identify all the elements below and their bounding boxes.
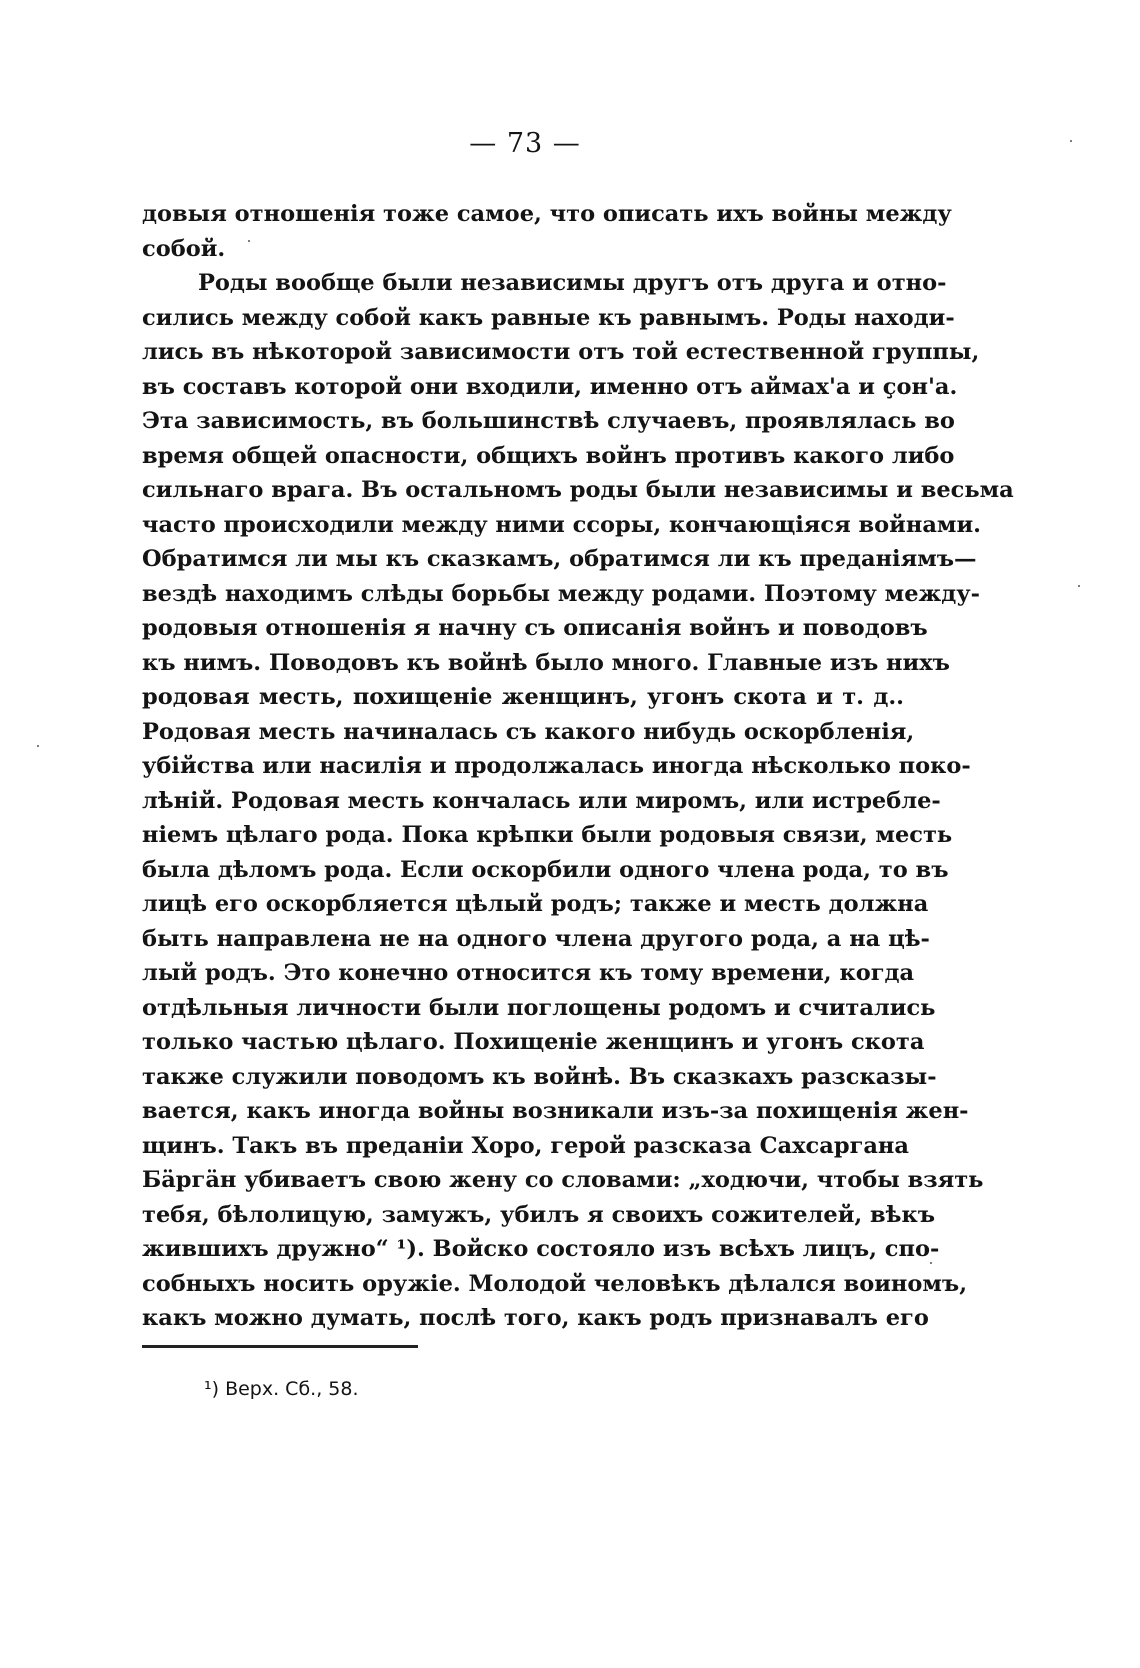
footnote-text: Верх. Сб., 58.: [225, 1378, 359, 1400]
text-line: лѣнiй. Родовая месть кончалась или миромъ, или истребле-: [142, 787, 941, 814]
text-line: Обратимся ли мы къ сказкамъ, обратимся ли къ преданiямъ—: [142, 546, 977, 572]
text-line: въ составъ которой они входили, именно отъ аймах'а и ҫон'а.: [142, 373, 958, 400]
text-line: время общей опасности, общихъ войнъ противъ какого либо: [142, 442, 955, 469]
text-line: собой.: [142, 235, 226, 262]
paragraph-1: [142, 197, 952, 266]
text-line: какъ можно думать, послѣ того, какъ родъ признавалъ его: [142, 1305, 929, 1331]
text-line: была дѣломъ рода. Если оскорбили одного члена рода, то въ: [142, 856, 949, 883]
footnote: [204, 1378, 359, 1400]
scan-speck: [37, 745, 39, 747]
scan-speck: [1078, 585, 1080, 587]
text-line: родовыя отношенiя я начну съ описанiя войнъ и поводовъ: [142, 615, 928, 641]
text-line: довыя отношенiя тоже самое, что описать ихъ войны между: [142, 201, 952, 227]
text-line: вается, какъ иногда войны возникали изъ-за похищенiя жен-: [142, 1098, 969, 1124]
text-line: быть направлена не на одного члена другого рода, а на цѣ-: [142, 925, 930, 952]
text-line: жившихъ дружно“ ¹). Войско состояло изъ всѣхъ лицъ, спо-: [142, 1236, 940, 1262]
text-line: также служили поводомъ къ войнѣ. Въ сказкахъ разсказы-: [142, 1063, 937, 1090]
text-line: щинъ. Такъ въ преданiи Хоро, герой разсказа Сахсаргана: [142, 1132, 909, 1159]
footnote-divider: [142, 1345, 418, 1348]
text-line: лый родъ. Это конечно относится къ тому времени, когда: [142, 960, 915, 986]
text-line: сильнаго врага. Въ остальномъ роды были независимы и весьма: [142, 477, 1014, 503]
text-line: къ нимъ. Поводовъ къ войнѣ было много. Главные изъ нихъ: [142, 649, 950, 676]
text-line: лицѣ его оскорбляется цѣлый родъ; также и месть должна: [142, 891, 929, 917]
text-line: вездѣ находимъ слѣды борьбы между родами. Поэтому между-: [142, 580, 980, 607]
text-line: Бäргäн убиваетъ свою жену со словами: „ходючи, чтобы взять: [142, 1167, 984, 1193]
page-number: — 73 —: [469, 128, 581, 159]
text-line: убiйства или насилiя и продолжалась иногда нѣсколько поко-: [142, 753, 971, 779]
text-line: отдѣльныя личности были поглощены родомъ и считались: [142, 994, 936, 1021]
text-line: тебя, бѣлолицую, замужъ, убилъ я своихъ сожителей, вѣкъ: [142, 1201, 936, 1228]
paragraph-2: [142, 266, 1014, 1336]
text-line: родовая месть, похищенiе женщинъ, угонъ скота и т. д..: [142, 684, 904, 710]
text-line: только частью цѣлаго. Похищенiе женщинъ и угонъ скота: [142, 1029, 925, 1055]
text-line: Родовая месть начиналась съ какого нибудь оскорбленiя,: [142, 718, 915, 745]
scan-speck: [930, 1262, 932, 1264]
text-line: Роды вообще были независимы другъ отъ друга и отно-: [198, 270, 947, 296]
text-line: Эта зависимость, въ большинствѣ случаевъ, проявлялась во: [142, 408, 955, 434]
footnote-marker: ¹): [204, 1378, 220, 1400]
scan-speck: [248, 240, 250, 242]
text-line: нiемъ цѣлаго рода. Пока крѣпки были родовыя связи, месть: [142, 822, 953, 848]
text-line: сились между собой какъ равные къ равнымъ. Роды находи-: [142, 304, 955, 331]
text-line: лись въ нѣкоторой зависимости отъ той естественной группы,: [142, 339, 980, 365]
text-line: часто происходили между ними ссоры, кончающiяся войнами.: [142, 511, 981, 538]
text-line: собныхъ носить оружiе. Молодой человѣкъ дѣлался воиномъ,: [142, 1270, 968, 1297]
scan-speck: [1070, 140, 1072, 142]
